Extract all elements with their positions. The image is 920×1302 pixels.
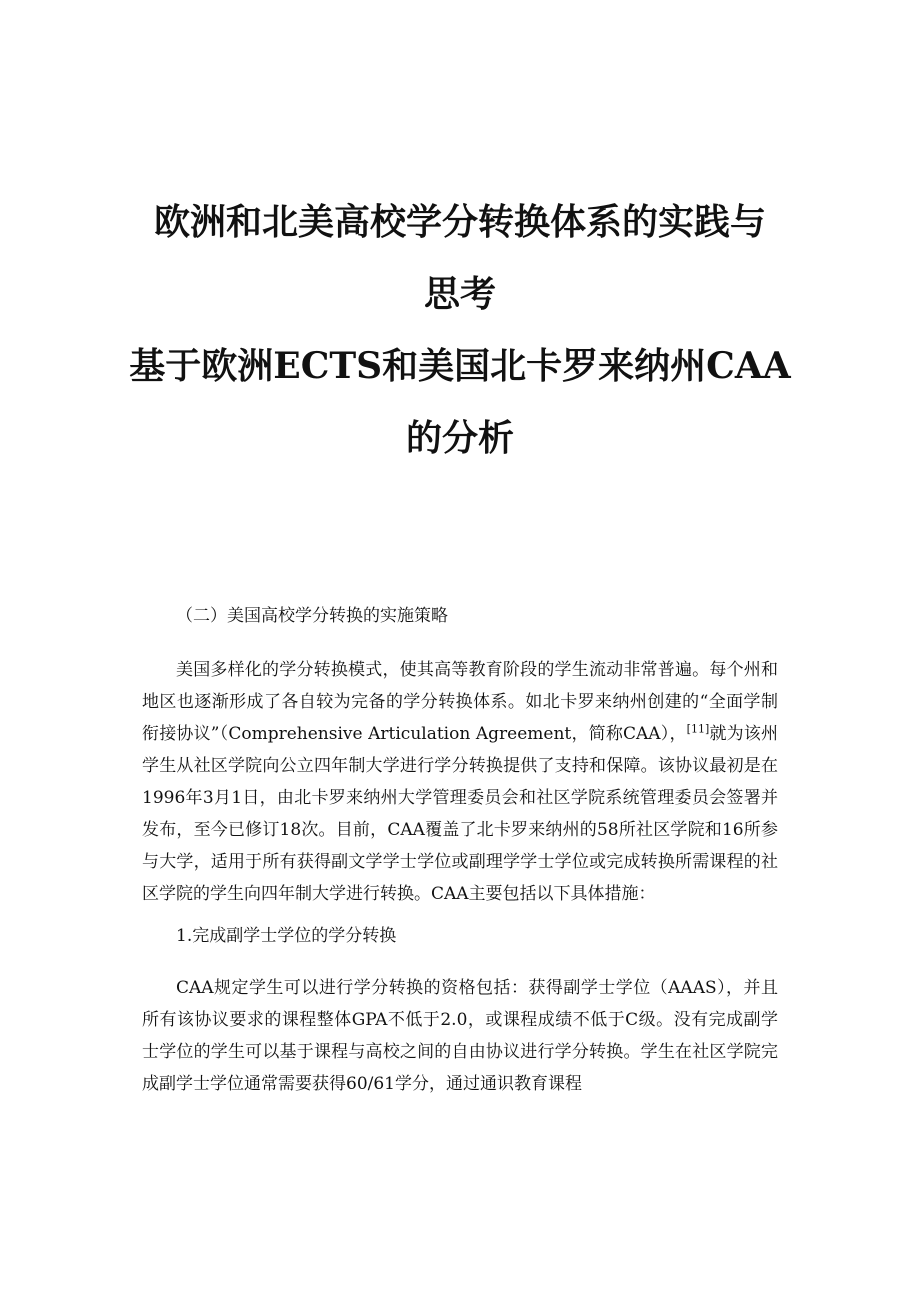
title-line-1: 欧洲和北美高校学分转换体系的实践与 — [153, 201, 766, 243]
paragraph-1 — [142, 654, 778, 910]
subtitle-line-2: 的分析 — [405, 417, 514, 459]
title-line-2: 思考 — [423, 273, 496, 315]
document-body — [142, 600, 778, 1100]
paragraph-2: CAA规定学生可以进行学分转换的资格包括：获得副学士学位（AAAS），并且所有该协议要求的课程整体GPA不低于2.0，或课程成绩不低于C级。没有完成副学士学位的学生可以基于课程与高校之间的自由协议进行学分转换。学生在社区学院完成副学士学位通常需要获得60/61学分，通过通识教育课程 — [142, 978, 778, 1094]
subtitle-line-1: 基于欧洲ECTS和美国北卡罗来纳州CAA — [129, 345, 791, 387]
section-heading: （二）美国高校学分转换的实施策略 — [176, 606, 448, 626]
subsection-heading: 1.完成副学士学位的学分转换 — [176, 926, 397, 946]
document-title — [120, 186, 800, 474]
paragraph-1-text-a: 美国多样化的学分转换模式，使其高等教育阶段的学生流动非常普遍。每个州和地区也逐渐形成了各自较为完备的学分转换体系。如北卡罗来纳州创建的“全面学制衔接协议”（Comprehensive Articulation Agreement，简称CAA）， — [142, 660, 778, 744]
paragraph-1-text-b: 就为该州学生从社区学院向公立四年制大学进行学分转换提供了支持和保障。该协议最初是在1996年3月1日，由北卡罗来纳州大学管理委员会和社区学院系统管理委员会签署并发布，至今已修订18次。目前，CAA覆盖了北卡罗来纳州的58所社区学院和16所参与大学，适用于所有获得副文学学士学位或副理学学士学位或完成转换所需课程的社区学院的学生向四年制大学进行转换。CAA主要包括以下具体措施： — [142, 724, 779, 904]
citation-reference[interactable]: [11] — [686, 722, 710, 736]
